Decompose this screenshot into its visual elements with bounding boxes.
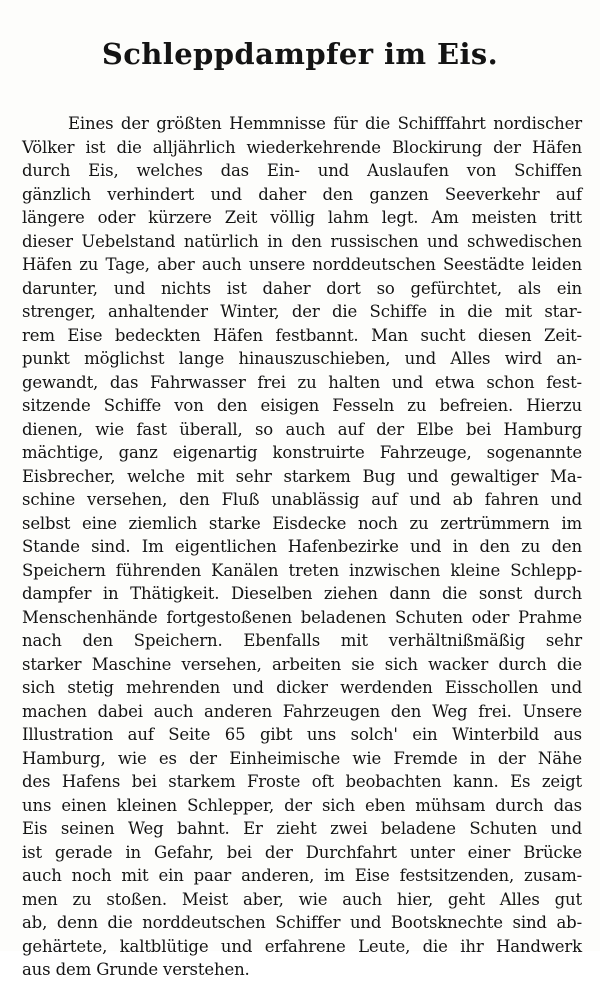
text-line: men zu stoßen. Meist aber, wie auch hier, geht Alles gut: [22, 889, 582, 909]
text-line: längere oder kürzere Zeit völlig lahm legt. Am meisten tritt: [22, 208, 582, 227]
article-title: Schleppdampfer im Eis.: [101, 37, 499, 71]
text-line: rem Eise bedeckten Häfen festbannt. Man sucht diesen Zeit-: [22, 325, 582, 345]
text-line: dampfer in Thätigkeit. Dieselben ziehen dann die sonst durch: [22, 584, 582, 603]
text-line: strenger, anhaltender Winter, der die Schiffe in die mit star-: [22, 302, 582, 321]
text-line: Stande sind. Im eigentlichen Hafenbezirke und in den zu den: [22, 537, 582, 556]
text-line: dieser Uebelstand natürlich in den russischen und schwedischen: [22, 231, 582, 251]
text-line: gewandt, das Fahrwasser frei zu halten und etwa schon fest-: [22, 372, 582, 392]
text-line: Menschenhände fortgestoßenen beladenen Schuten oder Prahme: [22, 607, 582, 627]
text-line: Häfen zu Tage, aber auch unsere norddeutschen Seestädte leiden: [22, 255, 582, 274]
text-line: gänzlich verhindert und daher den ganzen Seeverkehr auf: [22, 184, 582, 204]
text-line: Eis seinen Weg bahnt. Er zieht zwei beladene Schuten und: [22, 819, 582, 838]
text-line: ist gerade in Gefahr, bei der Durchfahrt unter einer Brücke: [22, 842, 582, 862]
text-line: sitzende Schiffe von den eisigen Fesseln zu befreien. Hierzu: [22, 396, 582, 415]
text-line: durch Eis, welches das Ein- und Auslaufen von Schiffen: [22, 161, 582, 180]
text-line: uns einen kleinen Schlepper, der sich eben mühsam durch das: [22, 795, 582, 815]
text-line: Speichern führenden Kanälen treten inzwischen kleine Schlepp-: [22, 560, 582, 580]
text-line: Hamburg, wie es der Einheimische wie Fremde in der Nähe: [22, 748, 582, 768]
text-line: machen dabei auch anderen Fahrzeugen den Weg frei. Unsere: [22, 701, 582, 721]
text-line: darunter, und nichts ist daher dort so gefürchtet, als ein: [22, 278, 582, 298]
text-line: selbst eine ziemlich starke Eisdecke noch zu zertrümmern im: [22, 513, 582, 533]
text-line: aus dem Grunde verstehen.: [22, 960, 250, 979]
text-line: Eisbrecher, welche mit sehr starkem Bug und gewaltiger Ma-: [22, 466, 582, 486]
text-line: punkt möglichst lange hinauszuschieben, und Alles wird an-: [22, 349, 582, 368]
text-line: Eines der größten Hemmnisse für die Schifffahrt nordischer: [68, 114, 582, 133]
text-line: ab, denn die norddeutschen Schiffer und Bootsknechte sind ab-: [22, 913, 582, 932]
text-line: sich stetig mehrenden und dicker werdenden Eisschollen und: [22, 678, 582, 697]
text-line: schine versehen, den Fluß unablässig auf und ab fahren und: [22, 490, 582, 509]
text-line: des Hafens bei starkem Froste oft beobachten kann. Es zeigt: [22, 772, 582, 791]
text-line: Völker ist die alljährlich wiederkehrende Blockirung der Häfen: [22, 137, 582, 157]
article-body: [22, 112, 582, 982]
text-line: nach den Speichern. Ebenfalls mit verhältnißmäßig sehr: [22, 631, 582, 650]
text-line: auch noch mit ein paar anderen, im Eise festsitzenden, zusam-: [22, 866, 582, 885]
text-line: starker Maschine versehen, arbeiten sie sich wacker durch die: [22, 654, 582, 674]
text-line: mächtige, ganz eigenartig konstruirte Fahrzeuge, sogenannte: [22, 443, 582, 462]
text-line: dienen, wie fast überall, so auch auf der Elbe bei Hamburg: [22, 419, 582, 439]
text-line: gehärtete, kaltblütige und erfahrene Leute, die ihr Handwerk: [22, 936, 582, 956]
text-line: Illustration auf Seite 65 gibt uns solch' ein Winterbild aus: [22, 725, 582, 744]
